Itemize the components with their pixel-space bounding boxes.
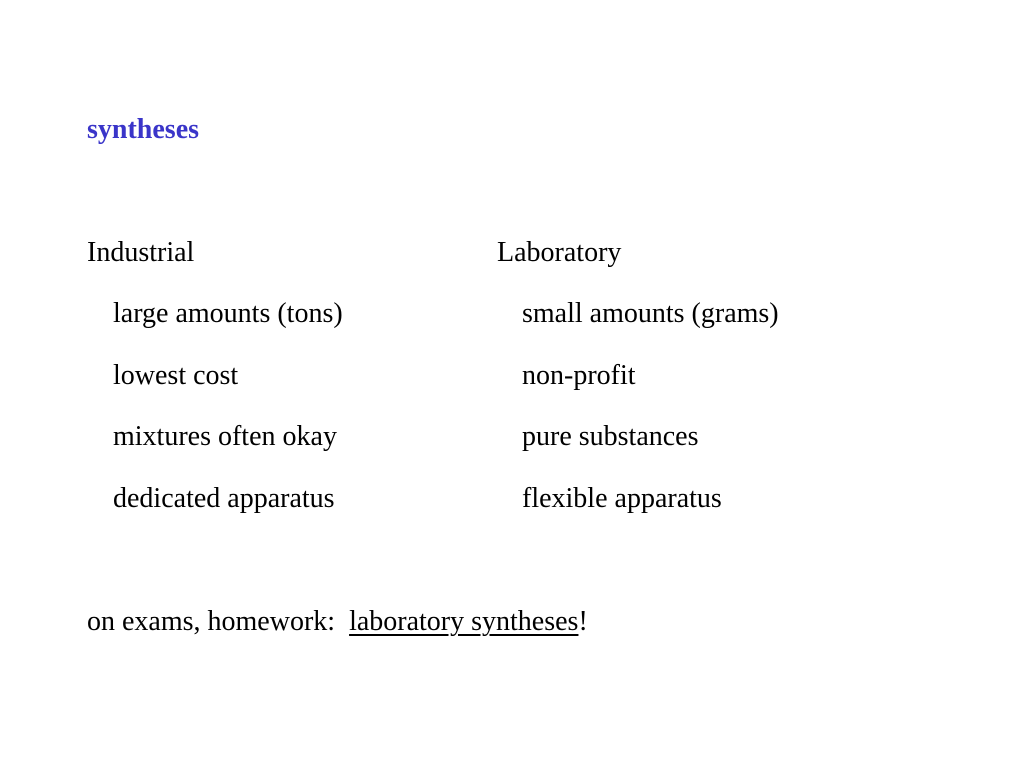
footer-prefix: on exams, homework: xyxy=(87,606,336,637)
industrial-item: lowest cost xyxy=(113,360,239,391)
industrial-item: large amounts (tons) xyxy=(113,298,343,329)
footer-suffix: ! xyxy=(578,606,588,637)
footer-note xyxy=(87,604,588,640)
laboratory-item: pure substances xyxy=(522,421,699,452)
industrial-item: mixtures often okay xyxy=(113,421,337,452)
laboratory-heading: Laboratory xyxy=(497,237,622,268)
laboratory-syntheses-link[interactable]: laboratory syntheses xyxy=(349,606,579,637)
slide-title: syntheses xyxy=(87,114,200,145)
industrial-heading: Industrial xyxy=(87,237,195,268)
laboratory-item: flexible apparatus xyxy=(522,483,722,514)
industrial-item: dedicated apparatus xyxy=(113,483,335,514)
laboratory-item: small amounts (grams) xyxy=(522,298,779,329)
laboratory-item: non-profit xyxy=(522,360,636,391)
